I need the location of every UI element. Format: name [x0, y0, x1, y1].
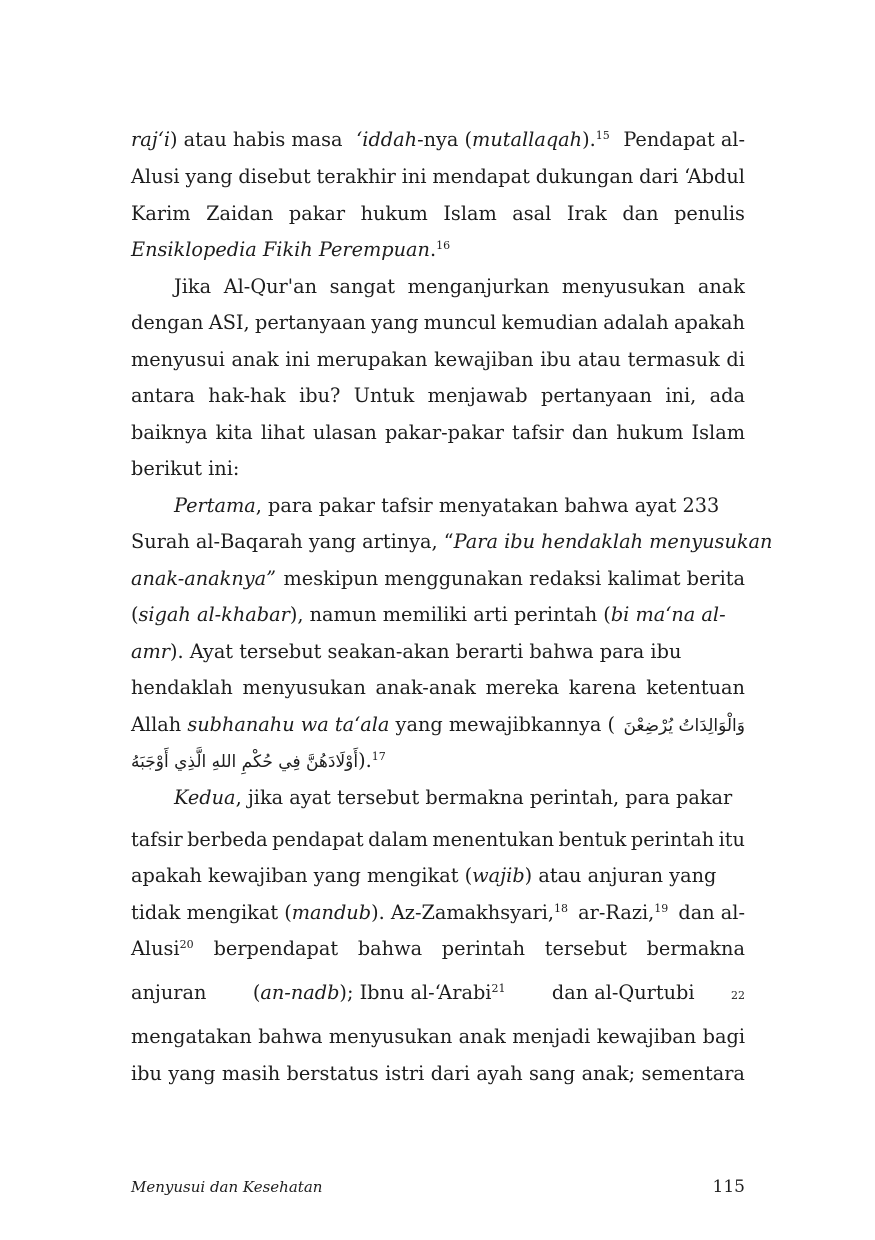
text-line — [131, 676, 745, 713]
word: mendapat — [432, 165, 530, 188]
text-line: Allah subhanahu wa ta‘ala yang mewajibkannya ( وَالْوَالِدَاتُ يُرْضِعْنَ — [131, 712, 745, 736]
text-line: anjuran (an-nadb); Ibnu al-‘Arabi$^{21}$ dan al-Qurtubi 22 — [131, 981, 745, 1004]
footnote-ref: 19 — [654, 901, 669, 915]
page-number: 115 — [712, 1177, 745, 1197]
text-line: Ensiklopedia Fikih Perempuan.$^{16}$ — [131, 238, 451, 261]
word: lihat — [260, 420, 305, 444]
word: menganjurkan — [407, 274, 550, 298]
word: ayah — [476, 1061, 523, 1085]
word: dalam — [368, 827, 428, 851]
word: menjawab — [427, 384, 528, 407]
word: anak — [231, 347, 279, 371]
word: dari — [639, 165, 679, 188]
word: antara — [131, 384, 195, 407]
word: dan — [622, 201, 659, 225]
word: kita — [215, 420, 253, 444]
word: tersebut — [544, 937, 627, 960]
word: pertanyaan — [541, 384, 652, 407]
word: Untuk — [353, 384, 415, 407]
paragraph-first-line: Kedua, jika ayat tersebut bermakna perintah, para pakar — [174, 785, 733, 809]
page-footer — [131, 1177, 745, 1197]
word: Karim — [131, 201, 191, 225]
word: sang — [529, 1061, 576, 1085]
word: pakar-pakar — [384, 420, 504, 444]
word: bagi — [702, 1025, 745, 1048]
word: muncul — [423, 311, 497, 334]
word: hendaklah — [131, 676, 233, 699]
paragraph-first-line: Pertama, para pakar tafsir menyatakan bahwa ayat 233 — [174, 493, 720, 517]
text-line — [131, 165, 745, 202]
word: baiknya — [131, 420, 208, 444]
word: anak-anak — [375, 676, 476, 699]
word: atau — [577, 347, 621, 371]
text-line: amr). Ayat tersebut seakan-akan berarti bahwa para ibu — [131, 639, 682, 663]
text-line — [131, 202, 745, 239]
word: karena — [568, 676, 637, 699]
word: ASI, — [208, 311, 250, 334]
word: yang — [371, 311, 419, 334]
body-text — [131, 128, 773, 1098]
running-footer-title: Menyusui dan Kesehatan — [131, 1178, 323, 1196]
word: merupakan — [316, 347, 428, 371]
word: kemudian — [501, 311, 598, 334]
text-line: anak-anaknya” meskipun menggunakan redaksi kalimat berita — [131, 566, 745, 590]
word: disebut — [238, 165, 311, 188]
word: Jika — [174, 274, 212, 298]
word: penulis — [674, 201, 745, 225]
word: masih — [221, 1061, 281, 1085]
word: terakhir — [316, 165, 396, 188]
word: Islam — [443, 201, 497, 225]
footnote-ref: 17 — [371, 750, 386, 763]
word: hukum — [360, 201, 428, 225]
text-line: berikut ini: — [131, 457, 240, 480]
word: yang — [168, 1061, 216, 1085]
text-line: apakah kewajiban yang mengikat (wajib) atau anjuran yang — [131, 864, 717, 887]
word: dengan — [131, 311, 204, 334]
text-line — [131, 311, 745, 348]
word: istri — [385, 1061, 425, 1085]
text-line: (sigah al-khabar), namun memiliki arti perintah (bi ma‘na al- — [131, 603, 726, 626]
word: hukum — [616, 420, 684, 444]
word: dukungan — [535, 165, 634, 188]
word: bentuk — [558, 827, 627, 851]
word: perintah — [441, 937, 526, 960]
text-line: Surah al-Baqarah yang artinya, “ Para ibu hendaklah menyusukan — [131, 530, 773, 553]
text-line: أَوْلَادَهُنَّ فِي حُكْمِ اللهِ الَّذِي أَوْجَبَهُ ).$^{17}$ — [131, 749, 386, 772]
word: sangat — [329, 274, 396, 298]
word: di — [726, 347, 745, 371]
word: yang — [185, 165, 233, 188]
word: ketentuan — [646, 676, 745, 699]
word: bahwa — [357, 937, 423, 960]
word: hak-hak — [208, 384, 286, 407]
word: berbeda — [187, 827, 268, 851]
word: menentukan — [432, 827, 555, 851]
text-line: Alusi$^{20}$ berpendapat bahwa perintah tersebut bermakna — [131, 937, 745, 960]
footnote-ref: 18 — [554, 901, 569, 915]
word: menyusukan — [242, 676, 366, 699]
word: anak — [458, 1025, 506, 1048]
word: adalah — [603, 311, 669, 334]
word: menyusui — [131, 347, 225, 371]
arabic-verse: وَالْوَالِدَاتُ يُرْضِعْنَ — [623, 715, 745, 736]
word: ada — [709, 384, 745, 407]
arabic-verse: أَوْلَادَهُنَّ فِي حُكْمِ اللهِ الَّذِي أَوْجَبَهُ — [131, 752, 359, 772]
word: menyusukan — [561, 274, 686, 298]
text-line — [131, 421, 745, 458]
word: anak; — [581, 1061, 636, 1085]
word: berpendapat — [213, 937, 339, 960]
word: kewajiban — [434, 347, 534, 371]
word: kewajiban — [596, 1025, 697, 1048]
word: dari — [430, 1061, 470, 1085]
word: ulasan — [312, 420, 377, 444]
word: tafsir — [131, 827, 183, 851]
text-line — [131, 828, 745, 865]
word: Al-Qur'an — [223, 274, 317, 298]
text-line — [131, 1025, 745, 1062]
word: Irak — [566, 201, 607, 225]
word: itu — [718, 827, 745, 851]
word: menjadi — [512, 1025, 591, 1048]
word: dan — [571, 420, 609, 444]
footnote-ref: 15 — [595, 129, 610, 142]
word: ibu — [540, 347, 572, 371]
word: perintah — [630, 827, 715, 851]
word: termasuk — [627, 347, 720, 371]
word: pendapat — [272, 827, 364, 851]
word: tafsir — [512, 420, 564, 444]
word: Islam — [691, 420, 745, 444]
word: menyusukan — [328, 1025, 453, 1048]
word: ibu? — [299, 384, 341, 407]
word: bahwa — [258, 1025, 323, 1048]
word: bermakna — [646, 937, 745, 960]
text-line — [131, 1062, 745, 1099]
text-line — [131, 348, 745, 385]
footnote-ref: 20 — [179, 938, 194, 951]
paragraph-first-line — [131, 275, 745, 312]
word: anak — [697, 274, 745, 298]
word: ibu — [131, 1061, 162, 1085]
word: ini — [401, 165, 427, 188]
word: mereka — [485, 676, 560, 699]
text-line: tidak mengikat (mandub). Az-Zamakhsyari,$^{18}$ ar-Razi,$^{19}$ dan al- — [131, 900, 745, 924]
word: sementara — [641, 1061, 745, 1085]
word: Alusi — [131, 165, 180, 188]
word: Zaidan — [206, 201, 274, 225]
word: ini — [285, 347, 311, 371]
word: ini, — [665, 384, 697, 407]
footnote-ref: 21 — [491, 982, 506, 995]
word: berstatus — [286, 1061, 379, 1085]
word: pertanyaan — [255, 311, 366, 334]
word: mengatakan — [131, 1025, 252, 1048]
word: asal — [512, 201, 552, 225]
word: pakar — [288, 201, 346, 225]
footnote-ref: 16 — [436, 239, 451, 252]
word: apakah — [673, 311, 745, 334]
text-line — [131, 384, 745, 421]
text-line: raj‘i) atau habis masa ‘iddah-nya (mutallaqah).$^{15}$ Pendapat al- — [131, 128, 745, 151]
word: ‘Abdul — [684, 165, 745, 188]
